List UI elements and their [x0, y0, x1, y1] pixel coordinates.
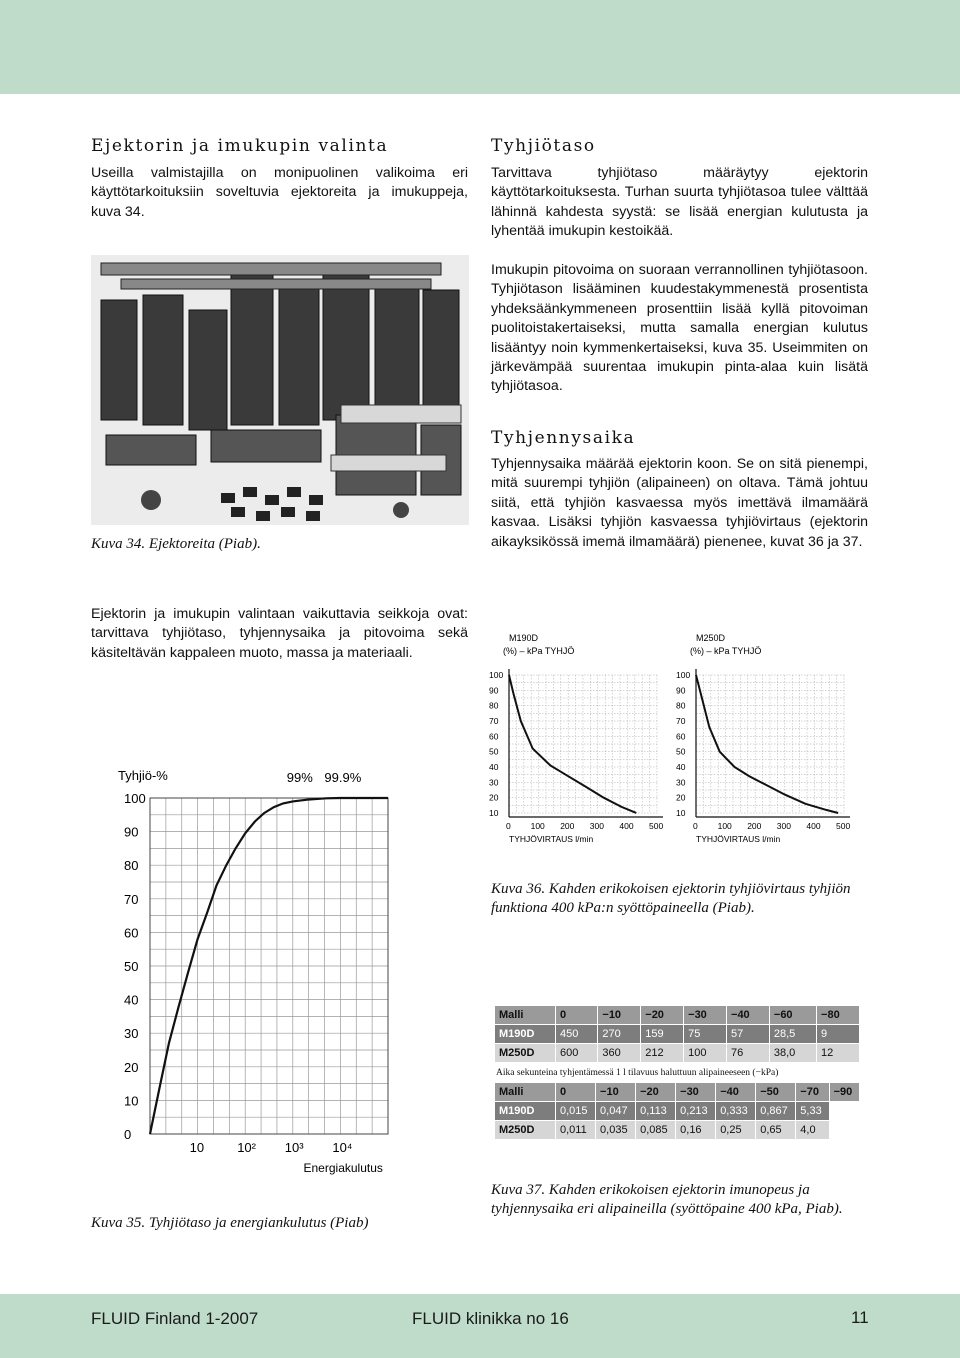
x-tick-label: 300 [776, 821, 791, 831]
x-tick-label: 100 [530, 821, 545, 831]
table-note: Aika sekunteina tyhjentämessä 1 l tilavuus haluttuun alipaineeseen (−kPa) [496, 1068, 779, 1078]
section-heading-valinta: Ejektorin ja imukupin valinta [91, 136, 389, 156]
x-tick-label: 400 [619, 821, 634, 831]
m190d-flow-chart-svg [485, 625, 675, 860]
x-tick-label: 200 [747, 821, 762, 831]
y-tick-label: 60 [489, 731, 499, 742]
y-tick-label: 80 [489, 700, 499, 711]
table-cell: −10 [596, 1083, 636, 1102]
table-row [495, 1025, 860, 1044]
y-tick-label: 30 [676, 777, 686, 788]
table-cell: 12 [817, 1044, 860, 1063]
y-tick-label: 20 [489, 792, 499, 803]
y-tick-label: 30 [489, 777, 499, 788]
intro-paragraph: Useilla valmistajilla on monipuolinen valikoima eri käyttötarkoituksiin soveltuvia ejektoreita ja imukuppeja, kuva 34. [91, 165, 468, 220]
x-tick-label: 200 [560, 821, 575, 831]
annotation-99: 99% [286, 770, 313, 785]
table-cell: 0,011 [556, 1121, 596, 1140]
suction-speed-table [494, 1082, 860, 1140]
y-tick-label: 80 [124, 858, 139, 874]
y-tick-label: 60 [124, 925, 139, 941]
table-cell: 9 [817, 1025, 860, 1044]
x-tick-label: 10⁴ [332, 1140, 353, 1155]
x-tick-label: 10 [189, 1140, 205, 1155]
table-cell: 600 [556, 1044, 598, 1063]
table-cell: 0,035 [596, 1121, 636, 1140]
x-tick-label: 10² [237, 1140, 256, 1155]
table-cell: 159 [641, 1025, 684, 1044]
table-cell: 0,65 [756, 1121, 796, 1140]
footer-series: FLUID klinikka no 16 [412, 1309, 569, 1328]
table-cell: −30 [676, 1083, 716, 1102]
y-axis-label: (%) – kPa TYHJÖ [690, 646, 762, 656]
y-axis-label: (%) – kPa TYHJÖ [503, 646, 575, 656]
chart35-caption: Kuva 35. Tyhjiötaso ja energiankulutus (Piab) [91, 1215, 369, 1231]
table-cell: 450 [556, 1025, 598, 1044]
table-cell: 0,213 [676, 1102, 716, 1121]
table-cell: 75 [684, 1025, 727, 1044]
y-tick-label: 90 [489, 685, 499, 696]
y-tick-label: 90 [124, 824, 139, 840]
ejector-photo-illustration [91, 255, 469, 525]
table-cell: −10 [598, 1006, 641, 1025]
selection-factors-paragraph: Ejektorin ja imukupin valintaan vaikuttavia seikkoja ovat: tarvittava tyhjiötaso, tyhjennysaika ja pitovoima sekä käsiteltävän kappaleen muoto, massa ja materiaali. [91, 606, 468, 661]
x-tick-label: 400 [806, 821, 821, 831]
y-tick-label: 70 [124, 891, 139, 907]
y-axis-label: Tyhjiö-% [118, 768, 168, 783]
x-tick-label: 500 [649, 821, 664, 831]
holding-force-paragraph: Imukupin pitovoima on suoraan verrannollinen tyhjiötasoon. Tyhjiötason lisääminen kuudestakymmenestä prosentista yhdeksäänkymmeneen prosenttiin lisää kyllä pitovoiman puolitoistakertaiseksi, mutta samalla energian kulutus lisääntyy noin kymmenkertaiseksi, kuva 35. Useimmiten on järkevämpää suurentaa imukupin pinta-alaa kuin lisätä tyhjiötasoa. [491, 262, 868, 395]
table-cell: 0,25 [716, 1121, 756, 1140]
table-cell: 0,867 [756, 1102, 796, 1121]
table-cell: 4,0 [796, 1121, 829, 1140]
table-cell: −30 [684, 1006, 727, 1025]
table-cell: 57 [727, 1025, 770, 1044]
table-cell: 0,333 [716, 1102, 756, 1121]
x-axis-label: TYHJÖVIRTAUS l/min [696, 834, 781, 844]
y-tick-label: 20 [124, 1059, 139, 1075]
evacuation-time-table [494, 1005, 860, 1063]
y-tick-label: 70 [676, 716, 686, 726]
y-tick-label: 100 [124, 791, 146, 806]
table-cell: Malli [495, 1006, 556, 1025]
table-cell: 0,085 [636, 1121, 676, 1140]
vacuum-energy-chart-svg [88, 760, 450, 1208]
photo-caption: Kuva 34. Ejektoreita (Piab). [91, 536, 261, 552]
evacuation-table-block [494, 1005, 860, 1140]
y-tick-label: 40 [676, 762, 686, 772]
table-row [495, 1044, 860, 1063]
table-cell: M250D [495, 1044, 556, 1063]
y-tick-label: 40 [489, 762, 499, 772]
header-band [0, 0, 960, 94]
chart-title: M190D [509, 633, 539, 643]
table-header-row [495, 1006, 860, 1025]
footer-publication: FLUID Finland 1-2007 [91, 1309, 259, 1328]
y-tick-label: 50 [676, 746, 686, 757]
y-tick-label: 60 [676, 731, 686, 742]
table-cell: 0,047 [596, 1102, 636, 1121]
table-cell: 360 [598, 1044, 641, 1063]
y-tick-label: 10 [489, 808, 499, 818]
table-cell: 38,0 [769, 1044, 816, 1063]
x-tick-label: 0 [506, 821, 511, 831]
evacuation-time-paragraph: Tyhjennysaika määrää ejektorin koon. Se on sitä pienempi, mitä suurempi tyhjiön (alipaineen) on oltava. Tämä johtuu siitä, että tyhjiön kasvaessa myös imettävä ilmamäärä kasvaa. Lisäksi tyhjiön kasvaessa tyhjiövirtaus (ejektorin aikayksikössä imemä ilmamäärä) pienenee, kuvat 36 ja 37. [491, 456, 868, 550]
y-tick-label: 70 [489, 716, 499, 726]
annotation-99-9: 99.9% [324, 770, 362, 785]
ejector-photo [91, 255, 469, 525]
table-cell: −90 [829, 1083, 859, 1102]
m250d-flow-chart-svg [672, 625, 867, 860]
table-cell: 270 [598, 1025, 641, 1044]
table-cell: 100 [684, 1044, 727, 1063]
y-tick-label: 0 [124, 1127, 132, 1142]
table-header-row [495, 1083, 860, 1102]
table-cell: 0,015 [556, 1102, 596, 1121]
page-number: 11 [851, 1308, 869, 1327]
y-tick-label: 30 [124, 1026, 139, 1042]
x-axis-label: Energiakulutus [303, 1161, 383, 1175]
table-cell: M190D [495, 1025, 556, 1044]
x-tick-label: 300 [589, 821, 604, 831]
table-cell: 0,16 [676, 1121, 716, 1140]
x-tick-label: 100 [717, 821, 732, 831]
table-cell: −20 [636, 1083, 676, 1102]
table-cell: 212 [641, 1044, 684, 1063]
chart-title: M250D [696, 633, 726, 643]
table-cell: 0 [556, 1006, 598, 1025]
table-row [495, 1102, 860, 1121]
table-cell: 76 [727, 1044, 770, 1063]
table-cell: 0,113 [636, 1102, 676, 1121]
vacuum-energy-chart [88, 760, 450, 1208]
table-cell: 0 [556, 1083, 596, 1102]
table-cell: −50 [756, 1083, 796, 1102]
table-cell: −70 [796, 1083, 829, 1102]
table-cell: −40 [727, 1006, 770, 1025]
section-heading-tyhjennysaika: Tyhjennysaika [491, 428, 636, 448]
y-tick-label: 100 [676, 670, 691, 680]
y-tick-label: 50 [124, 959, 139, 974]
chart37-caption: Kuva 37. Kahden erikokoisen ejektorin imunopeus ja tyhjennysaika eri alipaineilla (syöttöpaine 400 kPa, Piab). [491, 1182, 843, 1217]
y-tick-label: 90 [676, 685, 686, 696]
y-tick-label: 10 [124, 1093, 139, 1109]
y-tick-label: 80 [676, 700, 686, 711]
table-row [495, 1121, 860, 1140]
section-heading-tyhjiotaso: Tyhjiötaso [491, 136, 596, 156]
x-tick-label: 500 [836, 821, 851, 831]
table-cell: −80 [817, 1006, 860, 1025]
y-tick-label: 20 [676, 792, 686, 803]
table-cell: 28,5 [769, 1025, 816, 1044]
chart36-caption: Kuva 36. Kahden erikokoisen ejektorin tyhjiövirtaus tyhjiön funktiona 400 kPa:n syöttöpaineella (Piab). [491, 881, 851, 916]
m250d-flow-chart [672, 625, 867, 860]
x-axis-label: TYHJÖVIRTAUS l/min [509, 834, 594, 844]
table-cell: −60 [769, 1006, 816, 1025]
table-cell: −20 [641, 1006, 684, 1025]
y-tick-label: 10 [676, 808, 686, 818]
table-cell: M250D [495, 1121, 556, 1140]
x-tick-label: 10³ [284, 1140, 304, 1155]
vacuum-level-paragraph: Tarvittava tyhjiötaso määräytyy ejektorin käyttötarkoituksesta. Turhan suurta tyhjiötasoa tulee välttää lähinnä kahdesta syystä: se lisää energian kulutusta ja lyhentää imukupin kestoikää. [491, 165, 868, 240]
table-cell: 5,33 [796, 1102, 829, 1121]
y-tick-label: 40 [124, 992, 139, 1008]
y-tick-label: 50 [489, 746, 499, 757]
table-cell: −40 [716, 1083, 756, 1102]
table-cell: Malli [495, 1083, 556, 1102]
x-tick-label: 0 [693, 821, 698, 831]
m190d-flow-chart [485, 625, 675, 860]
table-cell: M190D [495, 1102, 556, 1121]
y-tick-label: 100 [489, 670, 504, 680]
